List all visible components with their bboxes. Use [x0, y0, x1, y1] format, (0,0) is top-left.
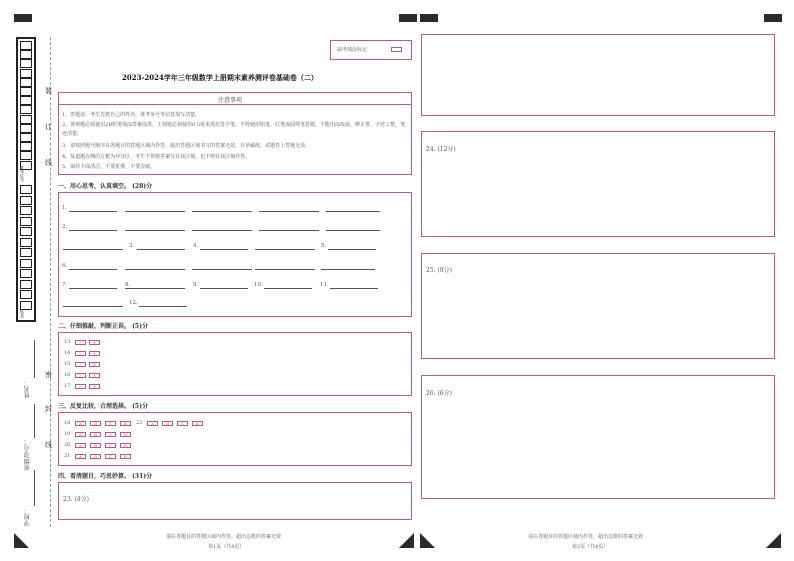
page-1-footer-note: 请在各题目的答题区域内作答，超出边框的答案无效	[166, 534, 282, 540]
corner-triangle-bcr	[420, 533, 435, 548]
barcode-cell[interactable]	[20, 227, 32, 236]
choice-option-b[interactable]: B	[90, 454, 101, 459]
fill-blank-label: 5.	[321, 243, 327, 249]
barcode-cell[interactable]	[20, 238, 32, 247]
fill-blank-line[interactable]	[139, 306, 187, 307]
fill-blank-label: 10.	[254, 282, 263, 288]
binding-label-3: 线	[45, 159, 52, 167]
fill-blank-label: 8.	[125, 282, 131, 288]
fill-blank-line[interactable]	[125, 230, 185, 231]
page-2-number: 第2页（共4页）	[572, 544, 609, 550]
judge-true-option[interactable]: ✓	[75, 373, 86, 378]
corner-triangle-br	[766, 533, 781, 548]
choice-option-c[interactable]: C	[105, 421, 116, 426]
section-2-answer-box[interactable]	[58, 332, 412, 396]
barcode-cell[interactable]	[20, 185, 32, 194]
corner-mark-top-right	[764, 14, 782, 22]
fill-blank-label: 7.	[62, 282, 68, 288]
corner-mark-top-center-left	[399, 14, 417, 22]
judge-false-option[interactable]: ✕	[89, 362, 100, 367]
class-field[interactable]	[34, 404, 35, 438]
judge-question-number: 14	[64, 350, 71, 356]
fill-blank-line[interactable]	[125, 288, 185, 289]
choice-option-a[interactable]: A	[75, 454, 86, 459]
choice-option-b[interactable]: B	[162, 421, 173, 426]
judge-question-number: 17	[64, 383, 71, 389]
barcode-cell[interactable]	[20, 248, 32, 257]
corner-mark-top-center-right	[420, 14, 438, 22]
choice-option-a[interactable]: A	[75, 432, 86, 437]
fill-blank-line[interactable]	[259, 211, 319, 212]
question-24-answer-box[interactable]	[421, 131, 775, 237]
seal-label-1: 密	[45, 371, 52, 379]
section-3-title: 三、反复比较，合理选择。 (5)分	[58, 403, 148, 410]
choice-option-a[interactable]: A	[75, 443, 86, 448]
fill-blank-label: 6.	[62, 263, 68, 269]
section-4-title: 四、看清题目，巧思妙算。 (31)分	[58, 473, 153, 480]
class-label: 班级/学号：	[24, 438, 31, 471]
barcode-sticker-label: 贴条	[20, 310, 25, 318]
choice-option-b[interactable]: B	[90, 443, 101, 448]
fill-blank-line[interactable]	[328, 249, 376, 250]
barcode-cell[interactable]	[20, 151, 32, 160]
barcode-cell[interactable]	[20, 115, 32, 124]
barcode-cell[interactable]	[20, 259, 32, 268]
fill-blank-label: 4.	[193, 243, 199, 249]
notice-header-divider	[58, 104, 412, 105]
fill-blank-label: 9.	[193, 282, 199, 288]
notice-item-3: 3、请按照题号顺序在各题目的答题区域内作答，超出答题区域书写的答案无效，在草稿纸、试题卷上答题无效。	[62, 143, 311, 149]
fill-blank-line[interactable]	[326, 230, 380, 231]
fill-blank-line[interactable]	[137, 249, 185, 250]
fill-blank-line[interactable]	[192, 269, 252, 270]
barcode-cell[interactable]	[20, 133, 32, 142]
fill-blank-line[interactable]	[125, 269, 185, 270]
barcode-cell[interactable]	[20, 142, 32, 151]
barcode-cell[interactable]	[20, 217, 32, 226]
judge-false-option[interactable]: ✕	[89, 340, 100, 345]
notice-item-1: 1、答题前，考生先将自己的姓名、准考证号等信息填写清楚。	[62, 112, 201, 118]
barcode-cell[interactable]	[20, 269, 32, 278]
barcode-cell[interactable]	[20, 280, 32, 289]
barcode-cell[interactable]	[20, 50, 32, 59]
school-label: 学校：	[24, 508, 31, 526]
barcode-cell[interactable]	[20, 196, 32, 205]
choice-option-c[interactable]: C	[177, 421, 188, 426]
barcode-cell[interactable]	[20, 105, 32, 114]
fill-blank-line[interactable]	[259, 230, 319, 231]
fill-blank-line[interactable]	[264, 288, 312, 289]
notice-item-5: 5、保持卡面清洁，不要折叠，不要弄破。	[62, 164, 156, 170]
fill-blank-line[interactable]	[255, 249, 315, 250]
question-26-answer-box[interactable]	[421, 375, 775, 499]
barcode-cell[interactable]	[20, 96, 32, 105]
barcode-cell[interactable]	[20, 301, 32, 310]
choice-question-number: 18	[64, 420, 71, 426]
choice-option-d[interactable]: D	[120, 454, 131, 459]
barcode-cell[interactable]	[20, 290, 32, 299]
choice-option-c[interactable]: C	[105, 432, 116, 437]
choice-option-d[interactable]: D	[120, 443, 131, 448]
choice-question-number: 22	[136, 420, 143, 426]
barcode-cell[interactable]	[20, 69, 32, 78]
question-23-answer-box[interactable]	[58, 482, 412, 520]
corner-triangle-bcl	[399, 533, 414, 548]
barcode-label: 准考证号	[20, 166, 25, 182]
seal-label-2: 封	[45, 405, 52, 413]
judge-true-option[interactable]: ✓	[75, 340, 86, 345]
fill-blank-line[interactable]	[255, 269, 315, 270]
name-label: 姓名：	[24, 380, 31, 398]
judge-true-option[interactable]: ✓	[75, 384, 86, 389]
fill-blank-line[interactable]	[200, 288, 248, 289]
question-25-label: 25. (9分)	[426, 267, 452, 274]
fill-blank-line[interactable]	[63, 306, 123, 307]
page-2-footer-note: 请在各题目的答题区域内作答，超出边框的答案无效	[528, 534, 644, 540]
choice-option-b[interactable]: B	[90, 432, 101, 437]
name-field[interactable]	[34, 340, 35, 378]
judge-false-option[interactable]: ✕	[89, 373, 100, 378]
binding-line	[50, 37, 51, 527]
barcode-cell[interactable]	[20, 41, 32, 50]
page-1-number: 第1页（共4页）	[208, 544, 245, 550]
choice-option-d[interactable]: D	[192, 421, 203, 426]
page-title: 2023-2024学年三年级数学上册期末素养测评卷基础卷（二）	[122, 73, 318, 82]
question-24-label: 24. (12分)	[426, 146, 456, 153]
page-2-top-answer-box[interactable]	[421, 34, 775, 116]
barcode-cell[interactable]	[20, 87, 32, 96]
fill-blank-label: 12.	[129, 300, 138, 306]
corner-triangle-bl	[14, 533, 29, 548]
judge-question-number: 15	[64, 361, 71, 367]
section-2-title: 二、仔细推敲，判断正误。 (5)分	[58, 323, 148, 330]
fill-blank-label: 2.	[62, 224, 68, 230]
fill-blank-line[interactable]	[192, 230, 252, 231]
judge-true-option[interactable]: ✓	[75, 351, 86, 356]
fill-blank-line[interactable]	[69, 211, 117, 212]
choice-option-c[interactable]: C	[105, 454, 116, 459]
barcode-cell[interactable]	[20, 124, 32, 133]
fill-blank-line[interactable]	[69, 288, 117, 289]
binding-label-1: 装	[45, 87, 52, 95]
barcode-cell[interactable]	[20, 59, 32, 68]
seal-label-3: 线	[45, 441, 52, 449]
judge-true-option[interactable]: ✓	[75, 362, 86, 367]
fill-blank-label: 3.	[129, 243, 135, 249]
school-field[interactable]	[34, 470, 35, 506]
choice-option-a[interactable]: A	[75, 421, 86, 426]
choice-question-number: 21	[64, 453, 71, 459]
fill-blank-line[interactable]	[69, 230, 117, 231]
fill-blank-line[interactable]	[63, 249, 123, 250]
absence-flag-checkbox[interactable]	[391, 47, 402, 52]
question-25-answer-box[interactable]	[421, 253, 775, 359]
judge-question-number: 13	[64, 339, 71, 345]
judge-false-option[interactable]: ✕	[89, 351, 100, 356]
fill-blank-line[interactable]	[125, 211, 185, 212]
choice-question-number: 19	[64, 431, 71, 437]
binding-label-2: 订	[45, 123, 52, 131]
barcode-cell[interactable]	[20, 78, 32, 87]
section-1-title: 一、用心思考，认真填空。 (28)分	[58, 183, 153, 190]
choice-option-b[interactable]: B	[90, 421, 101, 426]
fill-blank-label: 11.	[320, 282, 329, 288]
fill-blank-line[interactable]	[321, 269, 375, 270]
fill-blank-line[interactable]	[330, 288, 378, 289]
fill-blank-line[interactable]	[69, 269, 117, 270]
choice-question-number: 20	[64, 442, 71, 448]
fill-blank-label: 1.	[62, 205, 68, 211]
notice-item-4: 4、每道题在侧的方框为评分区，考生不得将答案写在该区域，也不得在该区域作答。	[62, 154, 251, 160]
choice-option-c[interactable]: C	[105, 443, 116, 448]
fill-blank-line[interactable]	[326, 211, 380, 212]
choice-option-d[interactable]: D	[120, 432, 131, 437]
fill-blank-line[interactable]	[200, 249, 248, 250]
barcode-cell[interactable]	[20, 206, 32, 215]
corner-mark-top-left	[14, 14, 32, 22]
judge-false-option[interactable]: ✕	[89, 384, 100, 389]
choice-option-a[interactable]: A	[147, 421, 158, 426]
absence-flag-label: 缺考填涂标记	[337, 47, 368, 53]
notice-title: 注意事项	[218, 97, 243, 104]
fill-blank-line[interactable]	[192, 211, 252, 212]
question-26-label: 26. (6分)	[426, 390, 452, 397]
choice-option-d[interactable]: D	[120, 421, 131, 426]
notice-item-2: 2、客观题必须使用2B铅笔填涂答案涂黑，主观题必须使用0.5毫米黑色签字笔，不得使用铅笔，红笔或圆珠笔答题，不能用涂改液、修正带、字迹工整，笔迹清楚。	[62, 122, 405, 137]
judge-question-number: 16	[64, 372, 71, 378]
question-23-label: 23. (4分)	[63, 496, 89, 503]
